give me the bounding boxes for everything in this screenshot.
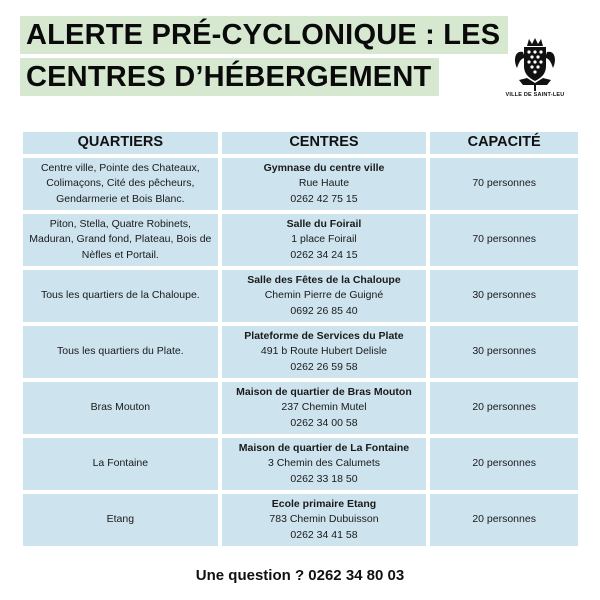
centre-address: 3 Chemin des Calumets: [267, 457, 380, 470]
centre-address: 237 Chemin Mutel: [281, 401, 367, 414]
centre-phone: 0262 33 18 50: [290, 472, 358, 485]
capacity-cell: 30 personnes: [430, 326, 578, 378]
centre-cell: [222, 494, 427, 546]
table-header-row: [23, 132, 578, 154]
header-capacite: CAPACITÉ: [430, 132, 578, 154]
centre-phone: 0692 26 85 40: [290, 304, 358, 317]
centre-name: Plateforme de Services du Plate: [244, 329, 404, 342]
title-line-2: CENTRES D’HÉBERGEMENT: [20, 58, 439, 96]
city-coat-of-arms-icon: [511, 36, 559, 98]
centre-cell: [222, 158, 427, 210]
centre-address: Rue Haute: [298, 177, 350, 190]
centre-address: 491 b Route Hubert Delisle: [260, 345, 387, 358]
centre-phone: 0262 34 24 15: [290, 248, 358, 261]
table-row: [23, 494, 578, 546]
centre-cell: [222, 214, 427, 266]
centre-name: Salle des Fêtes de la Chaloupe: [247, 273, 401, 286]
centre-name: Maison de quartier de La Fontaine: [238, 441, 410, 454]
centre-phone: 0262 26 59 58: [290, 360, 358, 373]
quartiers-cell: Centre ville, Pointe des Chateaux, Colimaçons, Cité des pêcheurs, Gendarmerie et Bois Blanc.: [23, 158, 218, 210]
quartiers-cell: Etang: [23, 494, 218, 546]
quartiers-cell: Tous les quartiers de la Chaloupe.: [23, 270, 218, 322]
quartiers-cell: Piton, Stella, Quatre Robinets, Maduran, Grand fond, Plateau, Bois de Nèfles et Portail.: [23, 214, 218, 266]
contact-footer: Une question ? 0262 34 80 03: [195, 567, 405, 584]
centre-address: Chemin Pierre de Guigné: [264, 289, 384, 302]
centre-cell: [222, 438, 427, 490]
capacity-cell: 30 personnes: [430, 270, 578, 322]
table-row: [23, 214, 578, 266]
centre-name: Ecole primaire Etang: [271, 497, 377, 510]
shelter-table: [23, 132, 578, 550]
capacity-cell: 20 personnes: [430, 438, 578, 490]
centre-phone: 0262 42 75 15: [290, 192, 358, 205]
quartiers-cell: Tous les quartiers du Plate.: [23, 326, 218, 378]
capacity-cell: 20 personnes: [430, 494, 578, 546]
centre-phone: 0262 34 00 58: [290, 416, 358, 429]
capacity-cell: 70 personnes: [430, 214, 578, 266]
city-name-caption: VILLE DE SAINT-LEU: [505, 92, 565, 98]
quartiers-cell: La Fontaine: [23, 438, 218, 490]
table-row: [23, 382, 578, 434]
table-row: [23, 270, 578, 322]
centre-cell: [222, 382, 427, 434]
table-row: [23, 326, 578, 378]
centre-address: 783 Chemin Dubuisson: [269, 513, 379, 526]
centre-name: Maison de quartier de Bras Mouton: [236, 385, 412, 398]
capacity-cell: 20 personnes: [430, 382, 578, 434]
capacity-cell: 70 personnes: [430, 158, 578, 210]
header-quartiers: QUARTIERS: [23, 132, 218, 154]
quartiers-cell: Bras Mouton: [23, 382, 218, 434]
centre-name: Salle du Foirail: [286, 217, 362, 230]
centre-cell: [222, 326, 427, 378]
centre-address: 1 place Foirail: [291, 233, 357, 246]
centre-name: Gymnase du centre ville: [263, 161, 385, 174]
centre-phone: 0262 34 41 58: [290, 528, 358, 541]
centre-cell: [222, 270, 427, 322]
table-row: [23, 158, 578, 210]
title-line-1: ALERTE PRÉ-CYCLONIQUE : LES: [20, 16, 508, 54]
header-centres: CENTRES: [222, 132, 427, 154]
table-row: [23, 438, 578, 490]
